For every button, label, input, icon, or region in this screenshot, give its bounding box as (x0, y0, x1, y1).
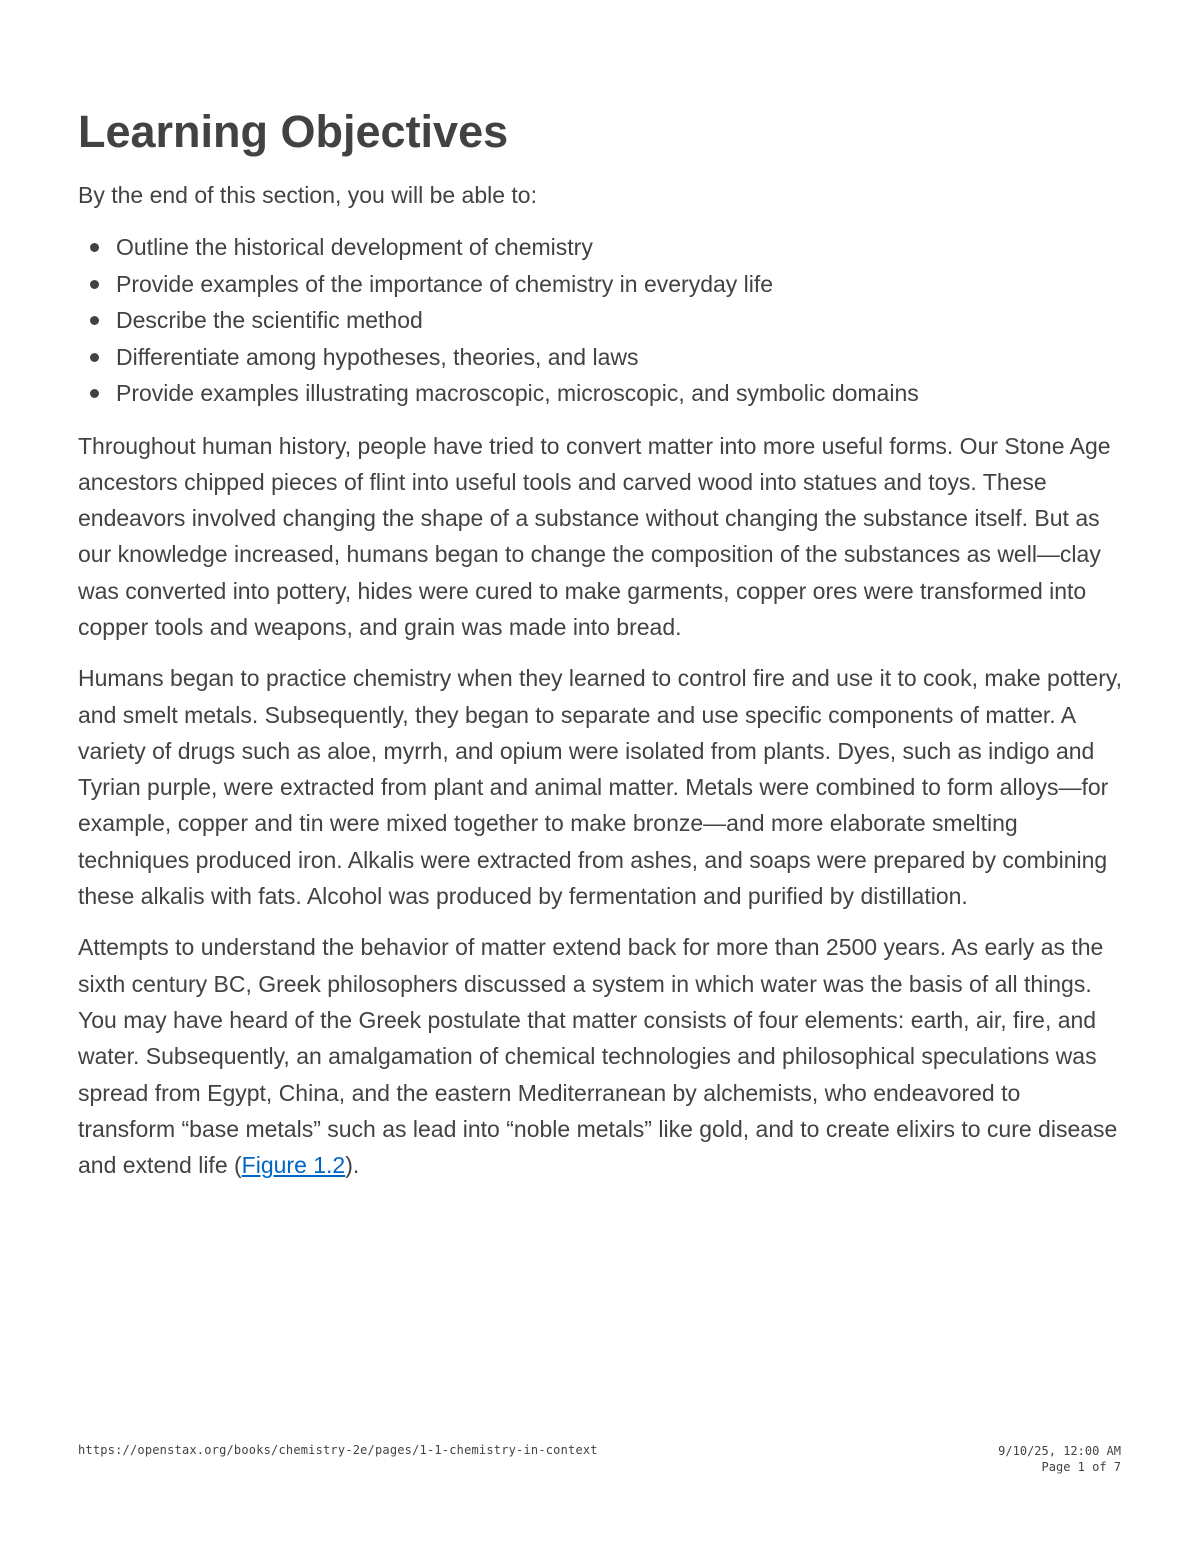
footer-page-number: Page 1 of 7 (1041, 1460, 1121, 1474)
objective-text: Outline the historical development of chemistry (116, 234, 593, 260)
body-paragraph: Throughout human history, people have tried to convert matter into more useful forms. Our Stone Age ancestors chipped pieces of flint into useful tools and carved wood into statues and toys. These endeavors involved changing the shape of a substance without changing the substance itself. But as our knowledge increased, humans began to change the composition of the substances as well—clay was converted into pottery, hides were cured to make garments, copper ores were transformed into copper tools and weapons, and grain was made into bread. (78, 432, 1111, 640)
section-heading: Learning Objectives (78, 106, 509, 157)
footer-meta (998, 1443, 1121, 1475)
objective-text: Differentiate among hypotheses, theories, and laws (116, 343, 639, 370)
bullet-icon (90, 280, 99, 289)
bullet-icon (90, 353, 99, 362)
objective-text: Provide examples illustrating macroscopic, microscopic, and symbolic domains (116, 380, 919, 406)
page-content (78, 105, 1123, 1198)
bullet-icon (90, 389, 99, 398)
objective-text: Provide examples of the importance of chemistry in everyday life (116, 270, 774, 297)
list-item (116, 375, 1123, 412)
objectives-list (78, 229, 1123, 412)
list-item (116, 266, 1123, 303)
figure-link[interactable]: Figure 1.2 (241, 1152, 346, 1179)
paragraph-end: ). (345, 1152, 360, 1179)
objective-text: Describe the scientific method (116, 307, 423, 333)
body-paragraph: Humans began to practice chemistry when they learned to control fire and use it to cook, make pottery, and smelt metals. Subsequently, they began to separate and use specific components of matter. A variety of drugs such as aloe, myrrh, and opium were isolated from plants. Dyes, such as indigo and Tyrian purple, were extracted from plant and animal matter. Metals were combined to form alloys—for example, copper and tin were mixed together to make bronze—and more elaborate smelting techniques produced iron. Alkalis were extracted from ashes, and soaps were prepared by combining these alkalis with fats. Alcohol was produced by fermentation and purified by distillation. (78, 665, 1123, 910)
objectives-intro: By the end of this section, you will be able to: (78, 182, 537, 208)
footer-url: https://openstax.org/books/chemistry-2e/pages/1-1-chemistry-in-context (78, 1443, 598, 1457)
list-item (116, 229, 1123, 266)
footer-datetime: 9/10/25, 12:00 AM (998, 1444, 1121, 1458)
paragraph-text: Attempts to understand the behavior of matter extend back for more than 2500 years. As early as the sixth century BC, Greek philosophers discussed a system in which water was the basis of all things. You may have heard of the Greek postulate that matter consists of four elements: earth, air, fire, and water. Subsequently, an amalgamation of chemical technologies and philosophical speculations was spread from Egypt, China, and the eastern Mediterranean by alchemists, who endeavored to transform “base metals” such as lead into “noble metals” like gold, and to create elixirs to cure disease and extend life ( (78, 934, 1118, 1179)
bullet-icon (90, 316, 99, 325)
list-item (116, 339, 1123, 376)
body-paragraph (78, 929, 1123, 1183)
bullet-icon (90, 243, 99, 252)
list-item (116, 302, 1123, 339)
